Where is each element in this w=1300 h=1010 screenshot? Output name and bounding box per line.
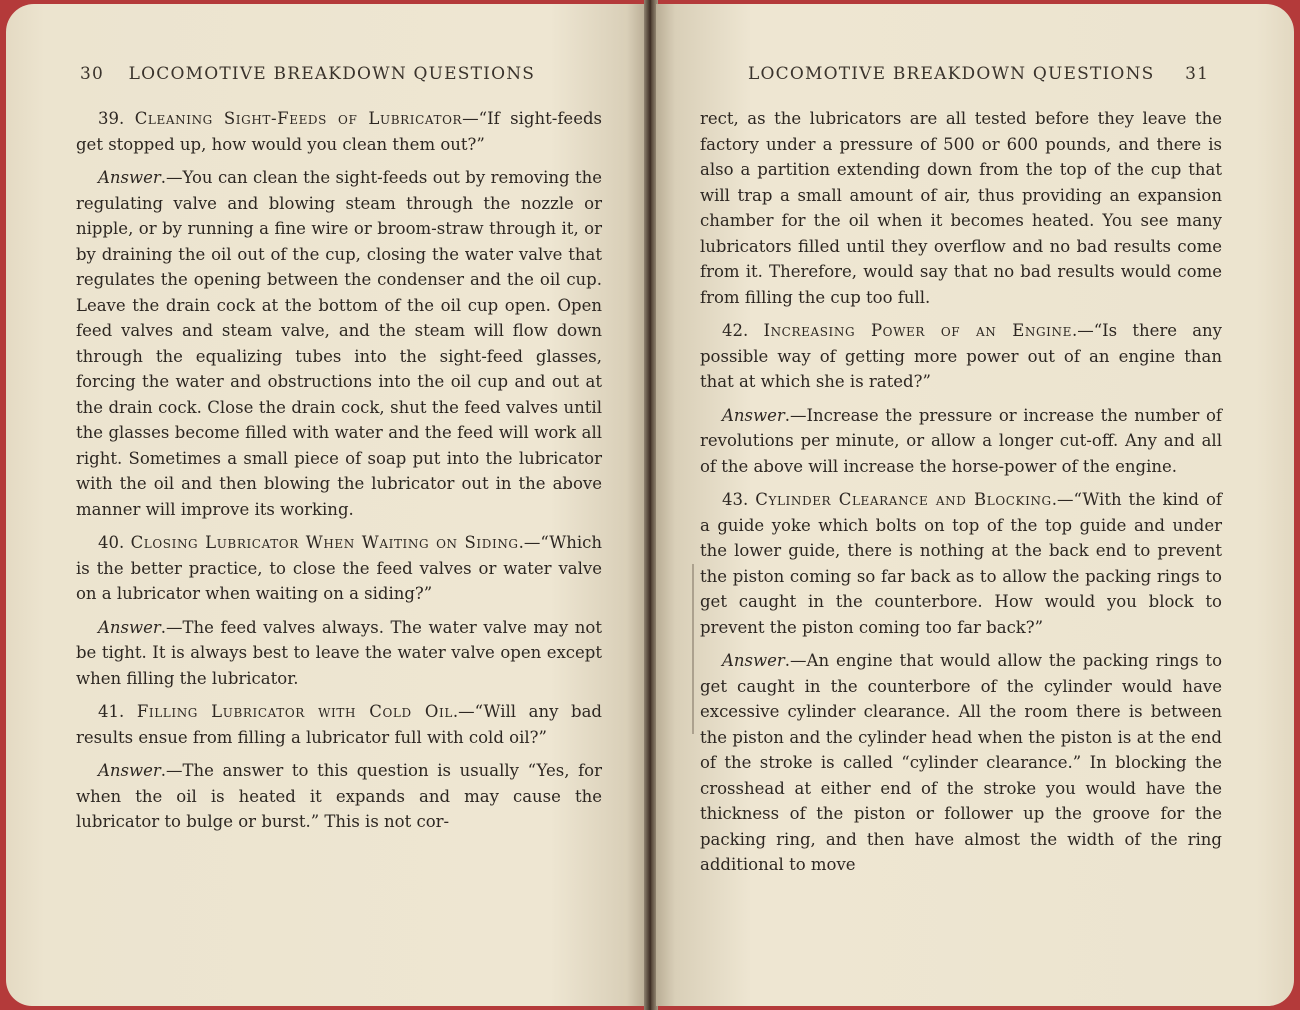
answer-41 (76, 758, 602, 835)
question-40 (76, 530, 602, 607)
question-title: Cylinder Clearance and Blocking (755, 490, 1052, 509)
right-page (656, 4, 1294, 1006)
question-text: .—“Will any bad results ensue from filling a lubricator full with cold oil?” (76, 702, 602, 747)
right-running-title: LOCOMOTIVE BREAKDOWN QUESTIONS (748, 64, 1155, 84)
question-42 (700, 318, 1222, 395)
right-page-number: 31 (1185, 64, 1210, 84)
left-running-title: LOCOMOTIVE BREAKDOWN QUESTIONS (128, 64, 536, 84)
answer-text: .—An engine that would allow the packing rings to get caught in the counterbore of the cylinder would have excessive cylinder clearance. All the room there is between the piston and the cylinder head when the piston is at the end of the stroke is called “cylinder clearance.” In blocking the crosshead at either end of the stroke you would have the thickness of the piston or follower up the groove for the packing ring, and then have almost the width of the ring additional to move (700, 651, 1222, 874)
question-39 (76, 106, 602, 157)
answer-label: Answer (98, 617, 161, 637)
answer-39 (76, 165, 602, 522)
answer-label: Answer (98, 168, 161, 187)
left-page-number: 30 (80, 64, 105, 84)
question-41 (76, 699, 602, 750)
question-text: .—“With the kind of a guide yoke which bolts on top of the top guide and under the lower guide, there is nothing at the back end to prevent the piston coming so far back as to allow the packing rings to get caught in the counterbore. How would you block to prevent the piston coming too far back?” (700, 490, 1222, 637)
answer-40 (76, 615, 602, 692)
question-title: Increasing Power of an Engine (763, 321, 1072, 340)
right-running-head (748, 64, 1228, 90)
answer-text: .—Increase the pressure or increase the number of revolutions per minute, or allow a longer cut-off. Any and all of the above will increase the horse-power of the engine. (700, 405, 1222, 476)
answer-text: rect, as the lubricators are all tested before they leave the factory under a pressure of 500 or 600 pounds, and there is also a partition extending down from the top of the cup that will trap a small amount of air, thus providing an expansion chamber for the oil when it becomes heated. You see many lubricators filled until they overflow and no bad results come from it. Therefore, would say that no bad results would come from filling the cup too full. (700, 109, 1222, 307)
left-page-body (76, 106, 602, 843)
answer-label: Answer (722, 651, 785, 670)
question-number: 41. (98, 702, 125, 721)
question-number: 42. (722, 321, 749, 340)
answer-42 (700, 403, 1222, 480)
right-page-body (700, 106, 1222, 886)
question-number: 43. (722, 490, 749, 509)
answer-43 (700, 648, 1222, 878)
question-title: Closing Lubricator When Waiting on Siding (130, 533, 519, 552)
question-43 (700, 487, 1222, 640)
question-title: Filling Lubricator with Cold Oil (136, 702, 453, 721)
left-page (6, 4, 646, 1006)
page-crease (692, 564, 694, 734)
question-number: 40. (98, 533, 125, 552)
left-running-head (80, 64, 560, 90)
continued-answer-41 (700, 106, 1222, 310)
answer-text: .—You can clean the sight-feeds out by removing the regulating valve and blowing steam through the nozzle or nipple, or by running a fine wire or broom-straw through it, or by draining the oil out of the cup, closing the water valve that regulates the opening between the condenser and the oil cup. Leave the drain cock at the bottom of the oil cup open. Open feed valves and steam valve, and the steam will flow down through the equalizing tubes into the sight-feed glasses, forcing the water and obstructions into the oil cup and out at the drain cock. Close the drain cock, shut the feed valves until the glasses become filled with water and the feed will work all right. Sometimes a small piece of soap put into the lubricator with the oil and then blowing the lubricator out in the above manner will improve its working. (76, 168, 602, 519)
question-number: 39. (98, 109, 125, 128)
answer-label: Answer (722, 405, 785, 425)
answer-text: .—The feed valves always. The water valve may not be tight. It is always best to leave the water valve open except when filling the lubricator. (76, 617, 602, 688)
question-text: .—“Which is the better practice, to close the feed valves or water valve on a lubricator when waiting on a siding?” (76, 533, 602, 603)
question-text: —“If sight-feeds get stopped up, how would you clean them out?” (76, 109, 602, 154)
question-text: .—“Is there any possible way of getting more power out of an engine than that at which she is rated?” (700, 321, 1222, 391)
question-title: Cleaning Sight-Feeds of Lubricator (134, 109, 463, 128)
answer-text: .—The answer to this question is usually “Yes, for when the oil is heated it expands and may cause the lubricator to bulge or burst.” This is not cor- (76, 761, 602, 831)
answer-label: Answer (98, 761, 161, 780)
